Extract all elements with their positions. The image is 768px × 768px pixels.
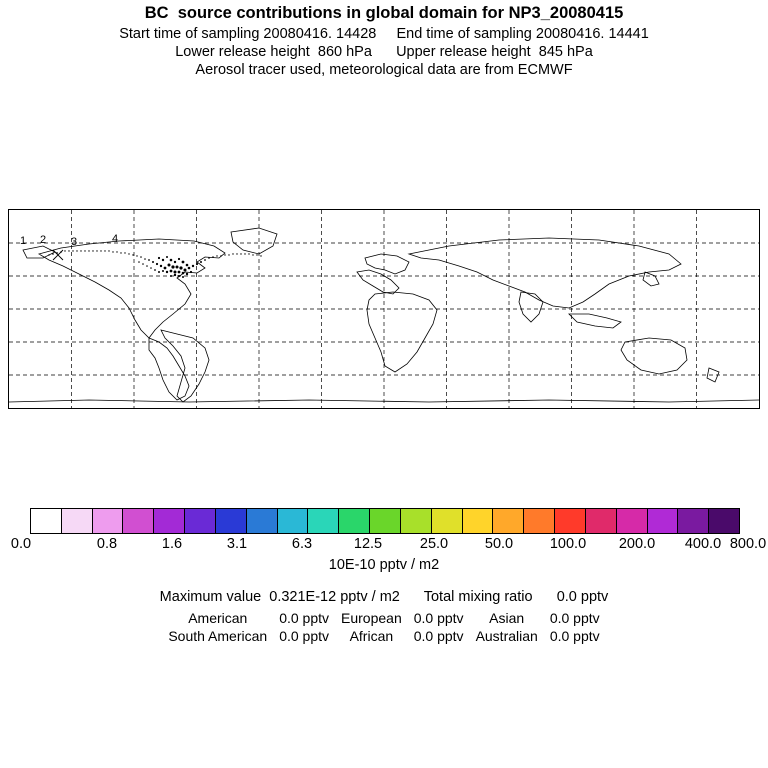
plume-footprint xyxy=(48,250,261,278)
plume-marker-1: 1 xyxy=(20,235,27,247)
colorbar-swatch-6 xyxy=(216,509,247,533)
region-value-european: 0.0 pptv xyxy=(413,610,464,626)
region-value-asian: 0.0 pptv xyxy=(549,610,600,626)
colorbar-tick-1: 0.8 xyxy=(96,536,118,552)
colorbar-swatch-18 xyxy=(586,509,617,533)
world-map-panel xyxy=(8,209,760,409)
region-value-african: 0.0 pptv xyxy=(413,628,464,644)
colorbar-swatch-9 xyxy=(308,509,339,533)
plume-marker-2: 2 xyxy=(40,234,47,246)
colorbar-tick-11: 800.0 xyxy=(729,536,767,552)
colorbar-swatch-2 xyxy=(93,509,124,533)
region-label-asian: Asian xyxy=(489,610,525,626)
region-label-south-american: South American xyxy=(168,628,268,644)
colorbar-swatch-16 xyxy=(524,509,555,533)
colorbar-tick-3: 3.1 xyxy=(226,536,248,552)
colorbar-swatch-3 xyxy=(123,509,154,533)
region-label-african: African xyxy=(349,628,394,644)
colorbar-swatch-1 xyxy=(62,509,93,533)
colorbar-tick-5: 12.5 xyxy=(353,536,383,552)
region-value-american: 0.0 pptv xyxy=(279,610,330,626)
colorbar-tick-7: 50.0 xyxy=(484,536,514,552)
maximum-and-total-line: Maximum value 0.321E-12 pptv / m2 Total mixing ratio 0.0 pptv xyxy=(159,589,609,605)
colorbar-tick-8: 100.0 xyxy=(549,536,587,552)
statistics-block xyxy=(0,589,768,645)
colorbar-swatch-4 xyxy=(154,509,185,533)
region-value-australian: 0.0 pptv xyxy=(549,628,600,644)
colorbar-tick-10: 400.0 xyxy=(684,536,722,552)
colorbar-swatch-19 xyxy=(617,509,648,533)
colorbar-tick-0: 0.0 xyxy=(10,536,32,552)
colorbar xyxy=(30,508,740,534)
sampling-time-line: Start time of sampling 20080416. 14428 End time of sampling 20080416. 14441 xyxy=(119,26,649,42)
colorbar-swatch-21 xyxy=(678,509,709,533)
colorbar-swatch-11 xyxy=(370,509,401,533)
colorbar-swatch-17 xyxy=(555,509,586,533)
table-row xyxy=(162,609,605,627)
colorbar-swatch-5 xyxy=(185,509,216,533)
colorbar-swatch-13 xyxy=(432,509,463,533)
tracer-meteo-line: Aerosol tracer used, meteorological data are from ECMWF xyxy=(195,62,573,78)
colorbar-swatches xyxy=(30,508,740,534)
region-label-american: American xyxy=(188,610,248,626)
table-row xyxy=(162,627,605,645)
colorbar-swatch-7 xyxy=(247,509,278,533)
colorbar-tick-6: 25.0 xyxy=(419,536,449,552)
plume-marker-4: 4 xyxy=(112,233,119,245)
page-title: BC source contributions in global domain for NP3_20080415 xyxy=(144,4,624,22)
source-region-table xyxy=(162,609,605,645)
map-svg xyxy=(9,210,759,408)
region-label-australian: Australian xyxy=(475,628,538,644)
title-block xyxy=(0,4,768,80)
colorbar-tick-2: 1.6 xyxy=(161,536,183,552)
map-gridlines xyxy=(9,210,759,408)
colorbar-unit-label: 10E-10 pptv / m2 xyxy=(328,557,440,573)
colorbar-swatch-15 xyxy=(493,509,524,533)
colorbar-swatch-8 xyxy=(278,509,309,533)
colorbar-swatch-20 xyxy=(648,509,679,533)
colorbar-swatch-0 xyxy=(31,509,62,533)
colorbar-swatch-12 xyxy=(401,509,432,533)
plume-marker-3: 3 xyxy=(71,236,78,248)
release-point-marker xyxy=(53,250,63,260)
region-value-south-american: 0.0 pptv xyxy=(279,628,330,644)
release-height-line: Lower release height 860 hPa Upper release height 845 hPa xyxy=(175,44,593,60)
colorbar-tick-labels xyxy=(0,536,768,554)
region-label-european: European xyxy=(341,610,402,626)
colorbar-tick-9: 200.0 xyxy=(618,536,656,552)
colorbar-tick-4: 6.3 xyxy=(291,536,313,552)
colorbar-swatch-22 xyxy=(709,509,739,533)
colorbar-swatch-10 xyxy=(339,509,370,533)
colorbar-swatch-14 xyxy=(463,509,494,533)
